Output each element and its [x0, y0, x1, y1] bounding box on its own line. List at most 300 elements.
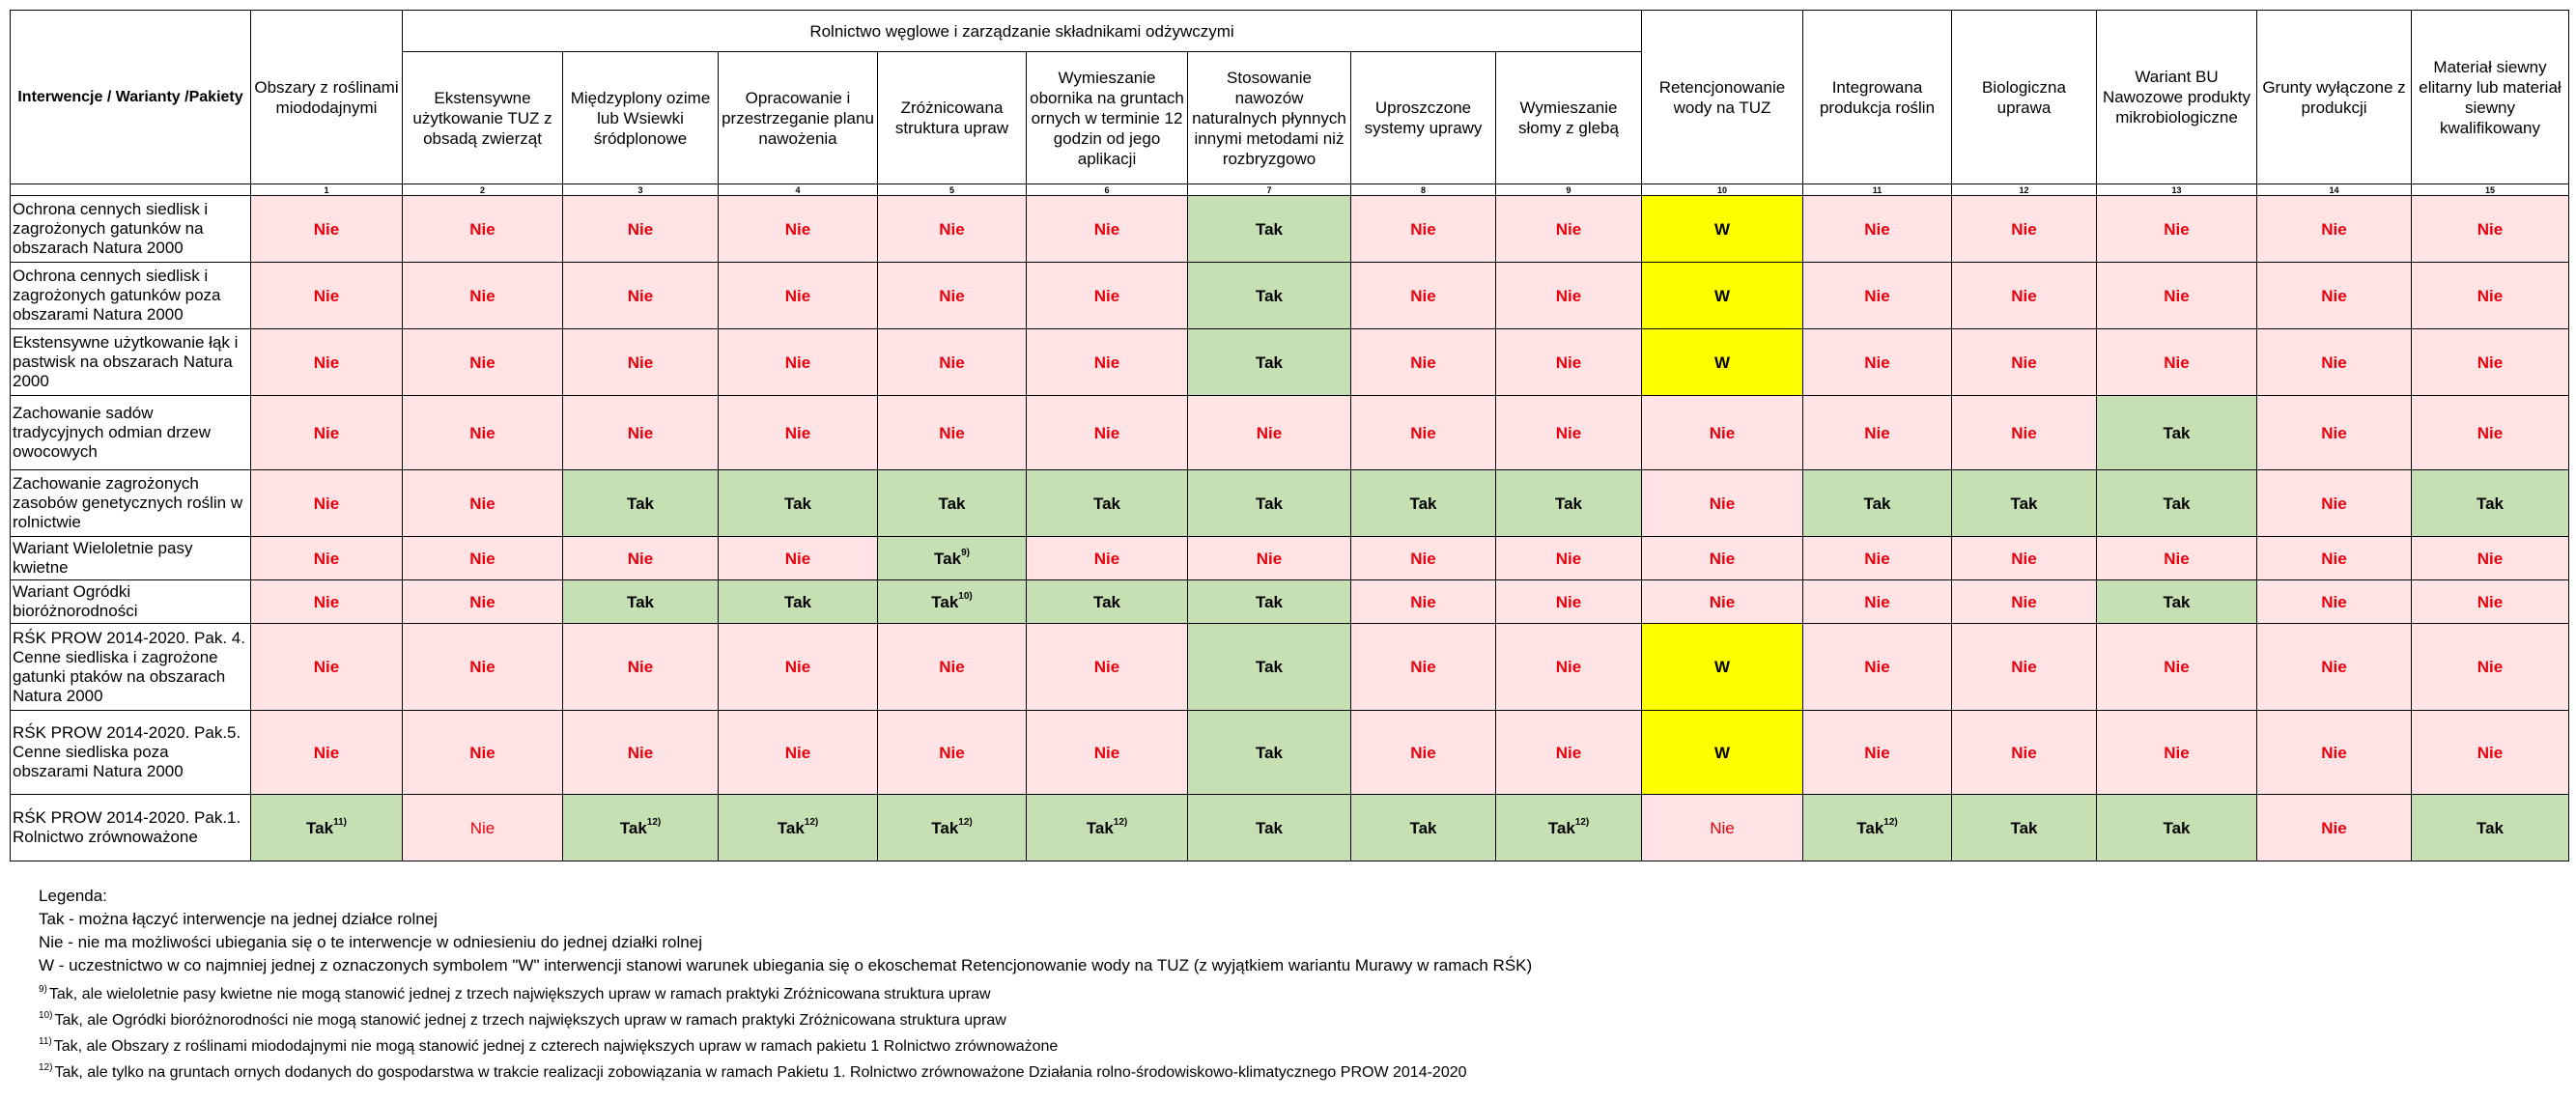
column-number: 15: [2412, 184, 2569, 196]
cell-value: Nie: [2164, 353, 2190, 372]
cell-value: Nie: [1410, 286, 1436, 305]
cell-value: Tak: [2010, 818, 2038, 837]
footnote-ref: 12): [1113, 816, 1128, 828]
cell-nie: [403, 624, 563, 711]
cell-value: Nie: [2011, 592, 2037, 611]
cell-value: Nie: [2011, 353, 2037, 372]
cell-nie: [1351, 580, 1496, 624]
cell-value: Tak: [306, 818, 334, 837]
cell-value: Tak: [931, 592, 959, 611]
cell-nie: [403, 196, 563, 263]
cell-nie: [2257, 711, 2412, 795]
cell-nie: [1496, 263, 1642, 329]
cell-value: Tak: [2010, 494, 2038, 513]
cell-value: Nie: [1709, 549, 1736, 568]
row-label: Ochrona cennych siedlisk i zagrożonych gatunków poza obszarami Natura 2000: [11, 263, 251, 329]
cell-value: Nie: [2011, 423, 2037, 442]
cell-value: Nie: [2321, 592, 2347, 611]
cell-nie: [403, 470, 563, 537]
column-header: Opracowanie i przestrzeganie planu nawożenia: [719, 52, 878, 184]
cell-value: Nie: [1410, 219, 1436, 239]
cell-value: Nie: [469, 818, 495, 837]
cell-nie: [2097, 263, 2257, 329]
cell-value: Nie: [627, 423, 654, 442]
footnote-ref: 12): [1883, 816, 1898, 828]
cell-value: Nie: [1864, 423, 1890, 442]
cell-value: Nie: [1555, 353, 1582, 372]
cell-value: Tak: [1255, 219, 1284, 239]
cell-value: Nie: [1864, 743, 1890, 762]
cell-nie: [719, 396, 878, 470]
cell-nie: [563, 624, 719, 711]
footnote-ref: 12): [804, 816, 819, 828]
cell-nie: [2257, 624, 2412, 711]
footnote-ref: 12): [646, 816, 662, 828]
cell-nie: [403, 537, 563, 580]
cell-nie: [2257, 537, 2412, 580]
cell-nie: [719, 711, 878, 795]
cell-value: Nie: [1410, 592, 1436, 611]
footnote-text: Tak, ale Obszary z roślinami miododajnymi nie mogą stanowić jednej z czterech największych upraw w ramach pakietu 1 Rolnictwo zrównoważone: [53, 1038, 1059, 1055]
cell-nie: [1803, 624, 1952, 711]
table-row: [11, 711, 2569, 795]
cell-value: Nie: [1864, 592, 1890, 611]
cell-value: Nie: [1093, 549, 1120, 568]
cell-tak: [2097, 795, 2257, 861]
cell-value: Tak: [1255, 743, 1284, 762]
cell-value: Nie: [2164, 286, 2190, 305]
cell-value: Nie: [2477, 423, 2504, 442]
cell-value: W: [1713, 353, 1731, 372]
cell-value: Tak: [1092, 592, 1121, 611]
column-header: Materiał siewny elitarny lub materiał siewny kwalifikowany: [2412, 11, 2569, 184]
cell-nie: [1496, 396, 1642, 470]
cell-nie: [878, 329, 1027, 396]
cell-value: Nie: [313, 592, 340, 611]
cell-nie: [251, 396, 403, 470]
cell-value: Nie: [469, 286, 495, 305]
cell-value: Nie: [784, 219, 811, 239]
cell-value: Tak: [938, 494, 966, 513]
cell-nie: [403, 580, 563, 624]
cell-value: Nie: [2477, 286, 2504, 305]
row-label: Zachowanie sadów tradycyjnych odmian drzew owocowych: [11, 396, 251, 470]
cell-nie: [1642, 537, 1803, 580]
cell-value: Nie: [313, 286, 340, 305]
cell-value: Nie: [1093, 743, 1120, 762]
cell-value: Nie: [784, 286, 811, 305]
cell-tak: [878, 470, 1027, 537]
table-row: [11, 196, 2569, 263]
cell-value: Nie: [469, 219, 495, 239]
cell-tak: [1188, 580, 1351, 624]
cell-nie: [1496, 711, 1642, 795]
cell-value: Tak: [1409, 818, 1437, 837]
column-header: Stosowanie nawozów naturalnych płynnych innymi metodami niż rozbryzgowo: [1188, 52, 1351, 184]
cell-tak: [2097, 470, 2257, 537]
cell-nie: [563, 711, 719, 795]
group-header: Rolnictwo węglowe i zarządzanie składnikami odżywczymi: [403, 11, 1642, 52]
cell-value: Nie: [627, 353, 654, 372]
cell-tak: [2097, 396, 2257, 470]
cell-tak: [251, 795, 403, 861]
column-header: Grunty wyłączone z produkcji: [2257, 11, 2412, 184]
cell-value: Nie: [1864, 219, 1890, 239]
table-row: [11, 580, 2569, 624]
cell-nie: [1027, 396, 1188, 470]
cell-value: Nie: [1093, 423, 1120, 442]
footnote: [39, 1059, 1467, 1086]
cell-value: Tak: [1255, 592, 1284, 611]
column-header: Wymieszanie obornika na gruntach ornych w terminie 12 godzin od jego aplikacji: [1027, 52, 1188, 184]
cell-nie: [1642, 470, 1803, 537]
cell-nie: [1027, 711, 1188, 795]
cell-value: Nie: [627, 658, 654, 676]
header-corner: Interwencje / Warianty /Pakiety: [11, 11, 251, 184]
footnote: [39, 1007, 1467, 1033]
legend-nie: Nie - nie ma możliwości ubiegania się o te interwencje w odniesieniu do jednej działki rolnej: [39, 933, 702, 951]
cell-value: Nie: [2477, 658, 2504, 676]
cell-nie: [1027, 196, 1188, 263]
cell-nie: [1952, 580, 2097, 624]
cell-nie: [2412, 263, 2569, 329]
cell-value: Nie: [1709, 592, 1736, 611]
cell-nie: [1496, 329, 1642, 396]
cell-value: Nie: [1410, 549, 1436, 568]
cell-value: Tak: [783, 494, 812, 513]
cell-value: Nie: [1555, 549, 1582, 568]
cell-nie: [2097, 711, 2257, 795]
cell-value: Nie: [2477, 219, 2504, 239]
cell-value: Nie: [939, 286, 965, 305]
column-number: 14: [2257, 184, 2412, 196]
cell-value: Nie: [1709, 494, 1736, 513]
cell-value: Nie: [627, 549, 654, 568]
cell-value: Tak: [2163, 818, 2191, 837]
cell-value: Nie: [2321, 353, 2347, 372]
cell-nie: [1803, 711, 1952, 795]
column-number: 7: [1188, 184, 1351, 196]
cell-value: Nie: [2321, 549, 2347, 568]
cell-tak: [2412, 470, 2569, 537]
legend-tak: Tak - można łączyć interwencje na jednej działce rolnej: [39, 910, 438, 928]
column-number: 10: [1642, 184, 1803, 196]
cell-tak: [1027, 580, 1188, 624]
cell-value: Nie: [313, 423, 340, 442]
cell-value: Nie: [469, 423, 495, 442]
cell-value: Nie: [313, 549, 340, 568]
cell-value: Nie: [2011, 219, 2037, 239]
table-row: [11, 329, 2569, 396]
cell-value: Nie: [2164, 219, 2190, 239]
cell-tak: [719, 795, 878, 861]
cell-nie: [1188, 396, 1351, 470]
column-number: 2: [403, 184, 563, 196]
cell-tak: [1188, 711, 1351, 795]
cell-tak: [563, 795, 719, 861]
compatibility-table: [10, 10, 2569, 861]
cell-nie: [251, 263, 403, 329]
column-header: Wymieszanie słomy z glebą: [1496, 52, 1642, 184]
cell-nie: [2097, 196, 2257, 263]
cell-nie: [1803, 396, 1952, 470]
cell-nie: [563, 196, 719, 263]
column-number: 5: [878, 184, 1027, 196]
cell-nie: [878, 263, 1027, 329]
cell-nie: [2097, 329, 2257, 396]
column-header: Uproszczone systemy uprawy: [1351, 52, 1496, 184]
cell-nie: [251, 329, 403, 396]
cell-nie: [1952, 329, 2097, 396]
cell-value: Tak: [626, 592, 655, 611]
footnotes: [39, 981, 1467, 1086]
cell-tak: [1188, 624, 1351, 711]
column-number: 8: [1351, 184, 1496, 196]
cell-tak: [1496, 470, 1642, 537]
column-header: Międzyplony ozime lub Wsiewki śródplonowe: [563, 52, 719, 184]
cell-value: Nie: [2477, 353, 2504, 372]
cell-w: [1642, 624, 1803, 711]
cell-tak: [878, 795, 1027, 861]
cell-nie: [563, 263, 719, 329]
column-number: 9: [1496, 184, 1642, 196]
column-number: 13: [2097, 184, 2257, 196]
column-number: 6: [1027, 184, 1188, 196]
cell-value: Nie: [784, 549, 811, 568]
cell-nie: [403, 329, 563, 396]
cell-nie: [1351, 329, 1496, 396]
cell-nie: [563, 329, 719, 396]
cell-value: Tak: [1255, 494, 1284, 513]
cell-nie: [2097, 624, 2257, 711]
footnote-mark: 9): [39, 983, 47, 995]
footnote-text: Tak, ale wieloletnie pasy kwietne nie mogą stanowić jednej z trzech największych upraw w ramach praktyki Zróżnicowana struktura upraw: [48, 986, 991, 1002]
column-number: 1: [251, 184, 403, 196]
cell-value: Tak: [1255, 818, 1284, 837]
table-row: [11, 470, 2569, 537]
cell-nie: [251, 470, 403, 537]
column-header: Integrowana produkcja roślin: [1803, 11, 1952, 184]
cell-nie: [1952, 711, 2097, 795]
cell-nie: [1188, 537, 1351, 580]
cell-value: Nie: [784, 658, 811, 676]
cell-value: Tak: [1086, 818, 1114, 837]
cell-value: Nie: [313, 658, 340, 676]
cell-tak: [1496, 795, 1642, 861]
footnote-mark: 10): [39, 1009, 53, 1021]
cell-nie: [1952, 537, 2097, 580]
cell-nie: [1952, 263, 2097, 329]
footnote: [39, 1033, 1467, 1059]
cell-value: Tak: [1409, 494, 1437, 513]
cell-nie: [1027, 263, 1188, 329]
cell-value: Nie: [2321, 743, 2347, 762]
cell-nie: [2412, 580, 2569, 624]
column-header: Retencjonowanie wody na TUZ: [1642, 11, 1803, 184]
legend: [39, 885, 1532, 977]
cell-nie: [251, 624, 403, 711]
cell-tak: [1188, 196, 1351, 263]
cell-value: Nie: [939, 353, 965, 372]
cell-nie: [1642, 580, 1803, 624]
legend-title: Legenda:: [39, 887, 107, 905]
cell-value: Nie: [469, 353, 495, 372]
cell-value: Nie: [1555, 592, 1582, 611]
cell-nie: [2412, 396, 2569, 470]
cell-nie: [251, 196, 403, 263]
cell-value: Nie: [1555, 219, 1582, 239]
cell-value: Nie: [2164, 658, 2190, 676]
cell-tak: [878, 580, 1027, 624]
footnote-mark: 12): [39, 1061, 53, 1073]
cell-value: Nie: [627, 219, 654, 239]
cell-nie: [719, 196, 878, 263]
cell-value: Tak: [2476, 818, 2505, 837]
cell-value: Nie: [2321, 219, 2347, 239]
cell-value: Nie: [469, 592, 495, 611]
cell-tak: [1027, 470, 1188, 537]
cell-value: Nie: [784, 743, 811, 762]
cell-value: Nie: [939, 743, 965, 762]
cell-nie: [719, 263, 878, 329]
cell-nie: [1496, 624, 1642, 711]
column-header: Wariant BU Nawozowe produkty mikrobiologiczne: [2097, 11, 2257, 184]
cell-w: [1642, 329, 1803, 396]
cell-value: Nie: [627, 743, 654, 762]
cell-nie: [719, 329, 878, 396]
cell-tak: [2097, 580, 2257, 624]
cell-value: Tak: [931, 818, 959, 837]
footnote-ref: 11): [333, 816, 347, 828]
cell-w: [1642, 196, 1803, 263]
cell-value: Nie: [1709, 423, 1736, 442]
cell-w: [1642, 263, 1803, 329]
cell-nie: [2412, 624, 2569, 711]
cell-nie: [1351, 196, 1496, 263]
cell-value: Nie: [2164, 549, 2190, 568]
cell-value: W: [1713, 286, 1731, 305]
cell-value: Nie: [1410, 743, 1436, 762]
row-label: Ochrona cennych siedlisk i zagrożonych gatunków na obszarach Natura 2000: [11, 196, 251, 263]
cell-value: Tak: [1863, 494, 1891, 513]
cell-tak: [878, 537, 1027, 580]
cell-tak: [1803, 470, 1952, 537]
cell-tak: [1952, 795, 2097, 861]
cell-nie: [2257, 795, 2412, 861]
cell-nie: [2412, 329, 2569, 396]
cell-value: Nie: [2477, 592, 2504, 611]
cell-value: Nie: [469, 494, 495, 513]
cell-value: Nie: [1864, 658, 1890, 676]
footnote-mark: 11): [39, 1035, 52, 1047]
table-row: [11, 396, 2569, 470]
row-label: Wariant Wieloletnie pasy kwietne: [11, 537, 251, 580]
cell-nie: [1642, 396, 1803, 470]
cell-nie: [403, 711, 563, 795]
cell-tak: [1351, 470, 1496, 537]
cell-tak: [719, 580, 878, 624]
cell-value: Tak: [2163, 494, 2191, 513]
cell-nie: [251, 537, 403, 580]
cell-value: Nie: [1256, 549, 1283, 568]
cell-nie: [1642, 795, 1803, 861]
cell-nie: [2097, 537, 2257, 580]
cell-value: Nie: [2321, 658, 2347, 676]
cell-value: Tak: [1255, 658, 1284, 676]
cell-nie: [1496, 537, 1642, 580]
cell-value: Nie: [627, 286, 654, 305]
cell-value: Nie: [2321, 423, 2347, 442]
cell-value: Nie: [313, 353, 340, 372]
row-label: RŚK PROW 2014-2020. Pak.1. Rolnictwo zrównoważone: [11, 795, 251, 861]
cell-nie: [563, 396, 719, 470]
cell-tak: [1351, 795, 1496, 861]
row-label: RŚK PROW 2014-2020. Pak.5. Cenne siedliska poza obszarami Natura 2000: [11, 711, 251, 795]
cell-value: Nie: [1093, 219, 1120, 239]
column-header: Zróżnicowana struktura upraw: [878, 52, 1027, 184]
cell-nie: [2412, 711, 2569, 795]
cell-value: Nie: [2011, 743, 2037, 762]
cell-nie: [251, 711, 403, 795]
cell-value: Nie: [2321, 818, 2347, 837]
cell-value: Tak: [2163, 423, 2191, 442]
footnote-text: Tak, ale Ogródki bioróżnorodności nie mogą stanowić jednej z trzech największych upraw w ramach praktyki Zróżnicowana struktura upraw: [54, 1012, 1006, 1029]
cell-value: Nie: [784, 423, 811, 442]
cell-value: Tak: [1547, 818, 1575, 837]
cell-value: Nie: [2011, 549, 2037, 568]
footnote-ref: 10): [958, 590, 973, 602]
cell-nie: [403, 795, 563, 861]
cell-nie: [1027, 329, 1188, 396]
cell-tak: [719, 470, 878, 537]
cell-value: Nie: [1093, 286, 1120, 305]
cell-value: Nie: [1555, 423, 1582, 442]
cell-value: Nie: [2011, 658, 2037, 676]
column-number: 12: [1952, 184, 2097, 196]
cell-nie: [719, 624, 878, 711]
cell-nie: [1803, 537, 1952, 580]
cell-value: Nie: [784, 353, 811, 372]
cell-value: Tak: [1092, 494, 1121, 513]
table-row: [11, 624, 2569, 711]
cell-w: [1642, 711, 1803, 795]
cell-value: Nie: [2011, 286, 2037, 305]
row-label: Zachowanie zagrożonych zasobów genetycznych roślin w rolnictwie: [11, 470, 251, 537]
column-number: 3: [563, 184, 719, 196]
cell-nie: [878, 396, 1027, 470]
cell-value: Tak: [619, 818, 647, 837]
cell-value: Nie: [313, 743, 340, 762]
cell-nie: [2257, 196, 2412, 263]
cell-value: Nie: [2321, 286, 2347, 305]
cell-value: Nie: [1555, 743, 1582, 762]
cell-nie: [1351, 537, 1496, 580]
cell-value: Tak: [626, 494, 655, 513]
cell-nie: [251, 580, 403, 624]
cell-nie: [1351, 263, 1496, 329]
cell-nie: [1952, 396, 2097, 470]
cell-nie: [1496, 580, 1642, 624]
cell-value: Nie: [1093, 658, 1120, 676]
cell-value: Nie: [1864, 549, 1890, 568]
cell-value: Tak: [1255, 286, 1284, 305]
cell-value: Nie: [469, 549, 495, 568]
cell-value: Nie: [1864, 353, 1890, 372]
cell-value: Nie: [1864, 286, 1890, 305]
row-label: Wariant Ogródki bioróżnorodności: [11, 580, 251, 624]
column-number: 11: [1803, 184, 1952, 196]
row-label: Ekstensywne użytkowanie łąk i pastwisk na obszarach Natura 2000: [11, 329, 251, 396]
